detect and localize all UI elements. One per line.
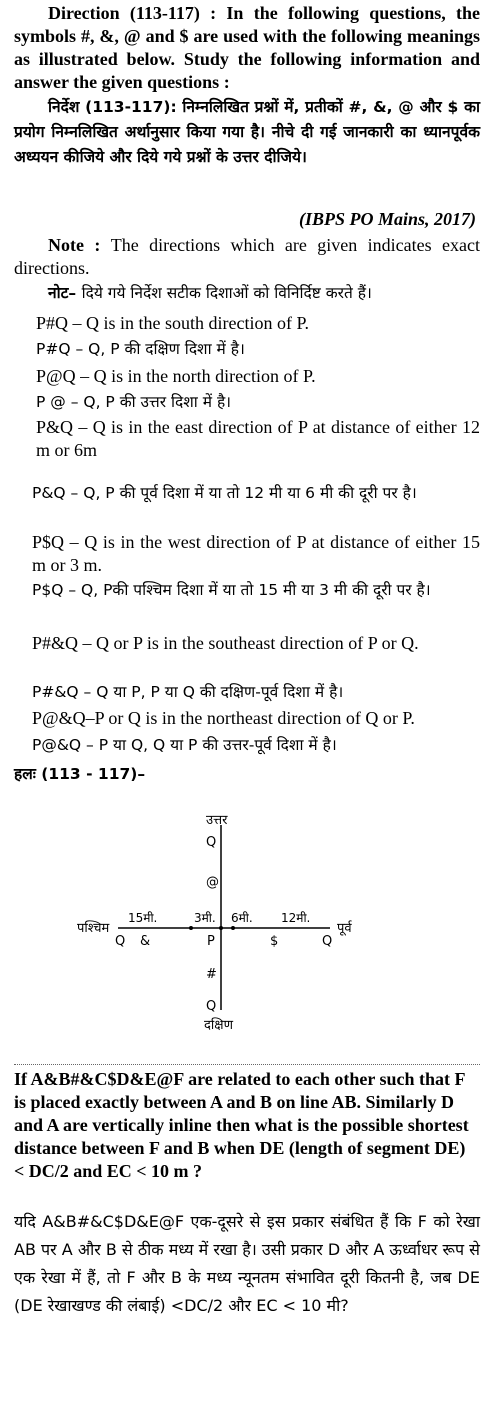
question-english: If A&B#&C$D&E@F are related to each other such that F is placed exactly between A and B on line AB. Similarly D and A are vertically inline then what is the possible shortest distance between F and B when DE (length of segment DE) < DC/2 and EC < 10 m ? [14, 1069, 469, 1181]
distance-15m: 15मी. [128, 911, 158, 925]
q-west: Q [115, 934, 126, 949]
symbol-west: & [140, 934, 151, 949]
rule-1-en: P#Q – Q is in the south direction of P. [36, 313, 309, 333]
label-south: दक्षिण [204, 1018, 233, 1033]
rule-4-hi: P$Q – Q, Pकी पश्चिम दिशा में या तो 15 मी या 3 मी की दूरी पर है। [32, 581, 431, 599]
direction-en-text: In the following questions, the symbols #, &, @ and $ are used with the following meanings as illustrated below. Study the following information and answer the given questions : [14, 3, 480, 92]
symbol-east: $ [270, 934, 279, 949]
note-en-text: The directions which are given indicates exact directions. [14, 235, 480, 278]
direction-diagram [0, 800, 496, 1050]
section-divider [14, 1064, 480, 1065]
symbol-north: @ [206, 875, 219, 890]
point-p [219, 926, 223, 930]
label-north: उत्तर [206, 813, 228, 828]
direction-hindi [14, 95, 480, 170]
rule-3-en: P&Q – Q is in the east direction of P at distance of either 12 m or 6m [36, 417, 480, 460]
direction-english [14, 2, 480, 94]
rule-3-hi: P&Q – Q, P की पूर्व दिशा में या तो 12 मी या 6 मी की दूरी पर है। [32, 484, 417, 502]
rule-2-en: P@Q – Q is in the north direction of P. [36, 366, 316, 386]
distance-3m: 3मी. [194, 911, 216, 925]
rule-6-hi: P@&Q – P या Q, Q या P की उत्तर-पूर्व दिशा में है। [32, 736, 337, 754]
direction-en-prefix: Direction (113-117) : [48, 3, 227, 23]
q-east: Q [322, 934, 333, 949]
label-east: पूर्व [337, 921, 352, 936]
label-west: पश्चिम [77, 921, 110, 936]
note-en-prefix: Note : [48, 235, 111, 255]
note-hindi [14, 281, 480, 306]
note-hi-prefix: नोट– [48, 284, 82, 302]
direction-hi-prefix: निर्देश (113-117): [48, 98, 183, 116]
distance-12m: 12मी. [281, 911, 311, 925]
solution-label: हलः (113 - 117)– [14, 765, 146, 783]
rule-1-hi: P#Q – Q, P की दक्षिण दिशा में है। [36, 340, 245, 358]
distance-6m: 6मी. [231, 911, 253, 925]
point-3m-west [189, 926, 193, 930]
rule-2-hi: P @ – Q, P की उत्तर दिशा में है। [36, 393, 232, 411]
q-south: Q [206, 999, 217, 1014]
direction-hi-text: निम्नलिखित प्रश्नों में, प्रतीकों #, &, @ और $ का प्रयोग निम्नलिखित अर्थानुसार किया गया है। नीचे दी गई जानकारी का ध्यानपूर्वक अध्ययन कीजिये और दिये गये प्रश्नों के उत्तर दीजिये। [14, 98, 480, 166]
point-6m-east [231, 926, 235, 930]
q-north: Q [206, 835, 217, 850]
question-hindi: यदि A&B#&C$D&E@F एक-दूसरे से इस प्रकार संबंधित हैं कि F को रेखा AB पर A और B से ठीक मध्य में रखा है। उसी प्रकार D और A ऊर्ध्वाधर रूप से एक रेखा में हैं, तो F और B के मध्य न्यूनतम संभावित दूरी कितनी है, जब DE (DE रेखाखण्ड की लंबाई) <DC/2 और EC < 10 मी? [14, 1212, 480, 1315]
citation: (IBPS PO Mains, 2017) [298, 209, 476, 229]
rule-4-en: P$Q – Q is in the west direction of P at distance of either 15 m or 3 m. [32, 532, 480, 575]
note-english [14, 234, 480, 280]
note-hi-text: दिये गये निर्देश सटीक दिशाओं को विनिर्दिष्ट करते हैं। [81, 284, 372, 302]
center-p: P [207, 934, 215, 949]
symbol-south: # [206, 967, 217, 982]
rule-5-en: P#&Q – Q or P is in the southeast direction of P or Q. [32, 633, 419, 653]
rule-5-hi: P#&Q – Q या P, P या Q की दक्षिण-पूर्व दिशा में है। [32, 683, 344, 701]
rule-6-en: P@&Q–P or Q is in the northeast direction of Q or P. [32, 708, 415, 728]
